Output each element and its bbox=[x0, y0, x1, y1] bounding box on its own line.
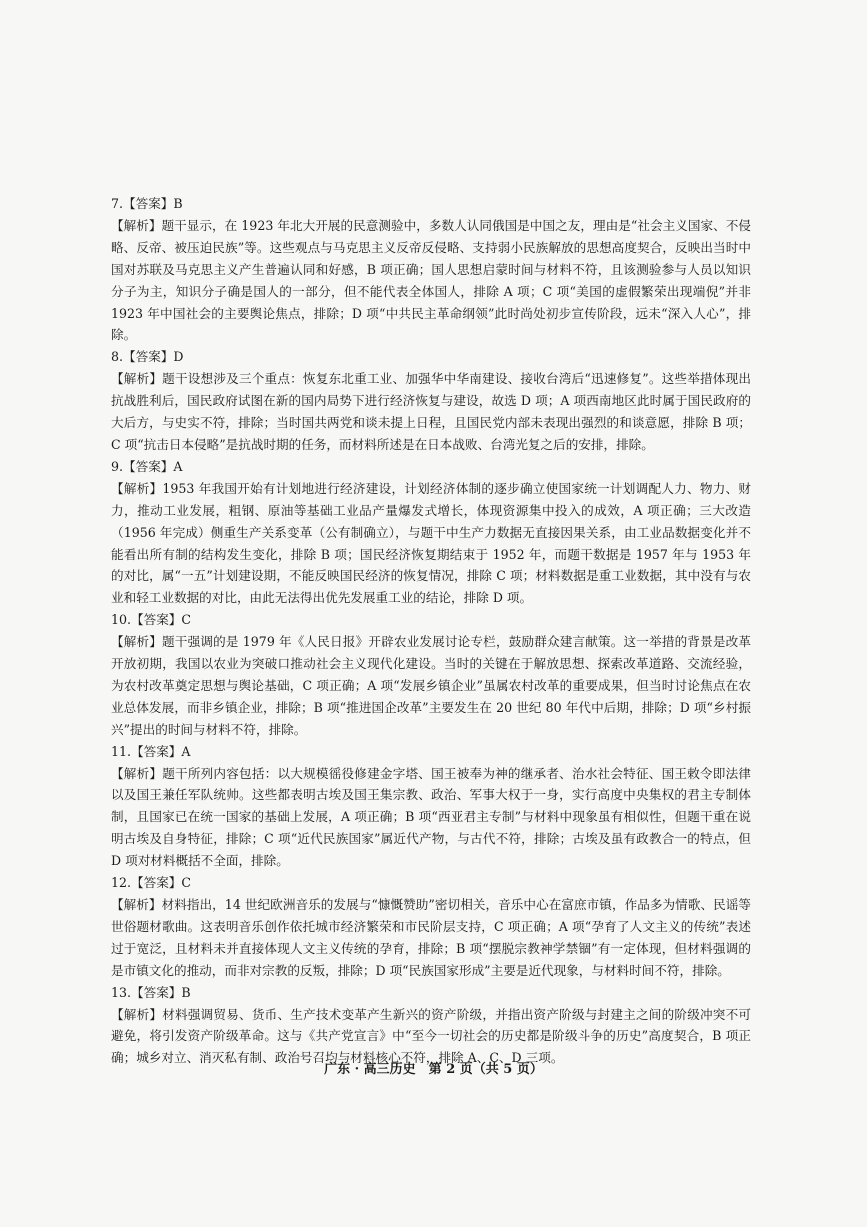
question-12 bbox=[111, 872, 751, 982]
explanation-text: 【解析】题干显示，在 1923 年北大开展的民意测验中，多数人认同俄国是中国之友，理由是“社会主义国家、不侵略、反帝、被压迫民族”等。这些观点与马克思主义反帝反侵略、支持弱小民族解放的思想高度契合，反映出当时中国对苏联及马克思主义产生普遍认同和好感，B 项正确；国人思想启蒙时间与材料不符，且该测验参与人员以知识分子为主，知识分子确是国人的一部分，但不能代表全体国人，排除 A 项；C 项“美国的虚假繁荣出现端倪”并非 1923 年中国社会的主要舆论焦点，排除；D 项“中共民主革命纲领”此时尚处初步宣传阶段，远未“深入人心”，排除。 bbox=[111, 217, 751, 343]
explanation-text: 【解析】题干所列内容包括：以大规模徭役修建金字塔、国王被奉为神的继承者、治水社会特征、国王敕令即法律以及国王兼任军队统帅。这些都表明古埃及国王集宗教、政治、军事大权于一身，实行高度中央集权的君主专制体制，且国家已在统一国家的基础上发展，A 项正确；B 项“西亚君主专制”与材料中现象虽有相似性，但题干重在说明古埃及自身特征，排除；C 项“近代民族国家”属近代产物，与古代不符，排除；古埃及虽有政教合一的特点，但 D 项对材料概括不全面，排除。 bbox=[111, 765, 751, 869]
answer-line: 9.【答案】A bbox=[111, 458, 183, 474]
answer-line: 7.【答案】B bbox=[111, 196, 183, 211]
question-8 bbox=[111, 346, 751, 456]
explanation-text: 【解析】材料指出，14 世纪欧洲音乐的发展与“慷慨赞助”密切相关，音乐中心在富庶市镇，作品多为情歌、民谣等世俗题材歌曲。这表明音乐创作依托城市经济繁荣和市民阶层支持，C 项正确；A 项“孕育了人文主义的传统”表述过于宽泛，且材料未并直接体现人文主义传统的孕育，排除；B 项“摆脱宗教神学禁锢”有一定体现，但材料强调的是市镇文化的推动，而非对宗教的反叛，排除；D 项“民族国家形成”主要是近代现象，与材料时间不符，排除。 bbox=[111, 897, 751, 978]
explanation-text: 【解析】材料强调贸易、货币、生产技术变革产生新兴的资产阶级，并指出资产阶级与封建主之间的阶级冲突不可避免，将引发资产阶级革命。这与《共产党宣言》中“至今一切社会的历史都是阶级斗争的历史”高度契合，B 项正确；城乡对立、消灭私有制、政治号召均与材料核心不符，排除 A、C、D 三项。 bbox=[111, 1006, 751, 1066]
answer-line: 10.【答案】C bbox=[111, 612, 192, 628]
question-7 bbox=[111, 193, 751, 346]
answer-line: 12.【答案】C bbox=[111, 875, 192, 891]
question-9 bbox=[111, 456, 751, 609]
explanation-text: 【解析】题干强调的是 1979 年《人民日报》开辟农业发展讨论专栏，鼓励群众建言献策。这一举措的背景是改革开放初期，我国以农业为突破口推动社会主义现代化建设。当时的关键在于解放思想、探索改革道路、交流经验，为农村改革奠定思想与舆论基础，C 项正确；A 项“发展乡镇企业”虽属农村改革的重要成果，但当时讨论焦点在农业总体发展，而非乡镇企业，排除；B 项“推进国企改革”主要发生在 20 世纪 80 年代中后期，排除；D 项“乡村振兴”提出的时间与材料不符，排除。 bbox=[111, 634, 751, 737]
explanation-text: 【解析】题干设想涉及三个重点：恢复东北重工业、加强华中华南建设、接收台湾后“迅速修复”。这些举措体现出抗战胜利后，国民政府试图在新的国内局势下进行经济恢复与建设，故选 D 项；A 项西南地区此时属于国民政府的大后方，与史实不符，排除；当时国共两党和谈未提上日程，且国民党内部未表现出强烈的和谈意愿，排除 B 项；C 项“抗击日本侵略”是抗战时期的任务，而材料所述是在日本战败、台湾光复之后的安排，排除。 bbox=[111, 371, 751, 452]
question-11 bbox=[111, 741, 751, 872]
explanation-text: 【解析】1953 年我国开始有计划地进行经济建设，计划经济体制的逐步确立使国家统一计划调配人力、物力、财力，推动工业发展，粗钢、原油等基础工业品产量爆发式增长，体现资源集中投入的成效，A 项正确；三大改造（1956 年完成）侧重生产关系变革（公有制确立），与题干中生产力数据无直接因果关系，由工业品数据变化并不能看出所有制的结构发生变化，排除 B 项；国民经济恢复期结束于 1952 年，而题干数据是 1957 年与 1953 年的对比，属“一五”计划建设期，不能反映国民经济的恢复情况，排除 C 项；材料数据是重工业数据，其中没有与农业和轻工业数据的对比，由此无法得出优先发展重工业的结论，排除 D 项。 bbox=[111, 480, 751, 606]
answer-line: 13.【答案】B bbox=[111, 984, 191, 1000]
page-footer: 广东 · 高三历史 第 2 页（共 5 页） bbox=[324, 1062, 543, 1077]
answer-line: 11.【答案】A bbox=[111, 743, 191, 759]
answer-line: 8.【答案】D bbox=[111, 349, 184, 365]
question-10 bbox=[111, 609, 751, 740]
question-13 bbox=[111, 982, 751, 1070]
answer-content bbox=[111, 193, 751, 1069]
